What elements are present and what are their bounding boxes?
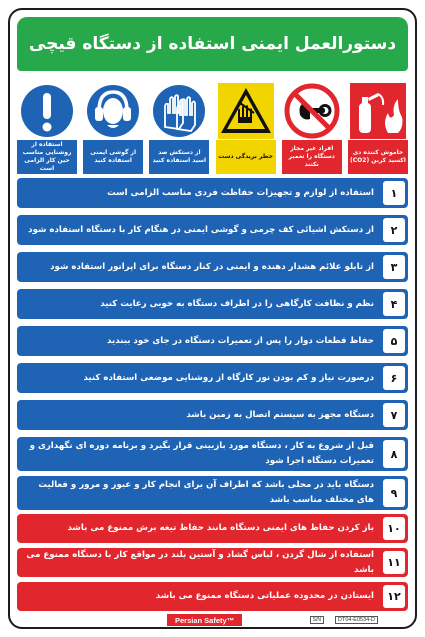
rule-text: حفاظ قطعات دوار را پس از تعمیرات دستگاه در جای خود ببندید	[107, 335, 374, 346]
gloves-icon	[149, 82, 209, 140]
rule-text: استفاده از شال گردن ، لباس گشاد و آستین بلند در مواقع کار با دستگاه ممنوع می باشد	[26, 549, 374, 575]
brand-label: Persian Safety™	[167, 614, 242, 626]
rule-row	[17, 252, 408, 282]
rule-text: دستگاه مجهز به سیستم اتصال به زمین باشد	[186, 409, 374, 420]
sign-ear-protection	[83, 82, 143, 174]
rule-text: قبل از شروع به کار ، دستگاه مورد بازبینی قرار بگیرد و برنامه دوره ای نگهداری و تعمیرات دستگاه اجرا شود	[29, 441, 374, 466]
rule-number: ۱	[383, 181, 405, 205]
safety-signs-row	[17, 82, 408, 174]
sign-caption: از گوشی ایمنی استفاده کنید	[83, 140, 143, 174]
rule-number: ۴	[383, 292, 405, 316]
rule-number: ۹	[383, 479, 405, 507]
rule-row	[17, 476, 408, 510]
sign-caption: استفاده از روشنایی مناسب حین کار الزامی است	[17, 140, 77, 174]
rule-row	[17, 514, 408, 543]
rule-text: نظم و نظافت کارگاهی را در اطراف دستگاه به خوبی رعایت کنید	[100, 298, 374, 309]
sign-hand-cut-hazard	[216, 82, 276, 174]
rule-number: ۳	[383, 255, 405, 279]
rule-row	[17, 326, 408, 356]
fire-extinguisher-icon	[348, 82, 408, 140]
rule-text: دستگاه باید در محلی باشد که اطراف آن برای انجام کار و عبور و مرور و فعالیت های مختلف مناسب باشد	[38, 480, 374, 505]
no-repair-icon	[282, 82, 342, 140]
rule-number: ۷	[383, 403, 405, 427]
rule-text: ایستادن در محدوده عملیاتی دستگاه ممنوع می باشد	[155, 591, 374, 601]
rule-row	[17, 215, 408, 245]
poster-footer	[17, 614, 408, 626]
rule-text: از تابلو علائم هشدار دهنده و ایمنی در کنار دستگاه برای اپراتور استفاده شود	[50, 261, 374, 272]
sign-caption: افراد غیر مجاز دستگاه را تعمیر نکنند	[282, 140, 342, 174]
hand-cut-warning-icon	[216, 82, 276, 140]
sign-fire-extinguisher	[348, 82, 408, 174]
rule-row	[17, 548, 408, 577]
rule-text: درصورت نیاز و کم بودن نور کارگاه از روشنایی موضعی استفاده کنید	[83, 372, 374, 383]
rule-row	[17, 437, 408, 471]
poster-title: دستورالعمل ایمنی استفاده از دستگاه قیچی	[28, 34, 397, 54]
sign-no-unauthorized-repair	[282, 82, 342, 174]
rule-number: ۸	[383, 440, 405, 468]
rule-row	[17, 363, 408, 393]
ear-protection-icon	[83, 82, 143, 140]
product-code: DT04-E0534-D	[335, 616, 378, 624]
rule-number: ۱۰	[383, 517, 405, 540]
rule-row	[17, 400, 408, 430]
rule-number: ۵	[383, 329, 405, 353]
poster-header	[17, 17, 408, 71]
exclamation-icon	[17, 82, 77, 140]
sign-caption: خطر بریدگی دست	[216, 140, 276, 174]
rule-text: باز کردن حفاظ های ایمنی دستگاه مانند حفاظ تیغه برش ممنوع می باشد	[67, 523, 374, 533]
rule-row	[17, 289, 408, 319]
rule-row	[17, 582, 408, 611]
rule-row	[17, 178, 408, 208]
rule-text: از دستکش اشیائی کف چرمی و گوشی ایمنی در هنگام کار با دستگاه استفاده شود	[28, 224, 374, 235]
sign-acid-gloves	[149, 82, 209, 174]
rule-text: استفاده از لوازم و تجهیزات حفاظت فردی مناسب الزامی است	[107, 187, 374, 198]
rule-number: ۱۲	[383, 585, 405, 608]
rule-number: ۱۱	[383, 551, 405, 574]
serial-tag: S/N	[310, 616, 324, 624]
rule-number: ۲	[383, 218, 405, 242]
sign-adequate-lighting	[17, 82, 77, 174]
rule-number: ۶	[383, 366, 405, 390]
sign-caption: خاموش کننده دی اکسید کربن (CO2)	[348, 140, 408, 174]
sign-caption: از دستکش ضد اسید استفاده کنید	[149, 140, 209, 174]
